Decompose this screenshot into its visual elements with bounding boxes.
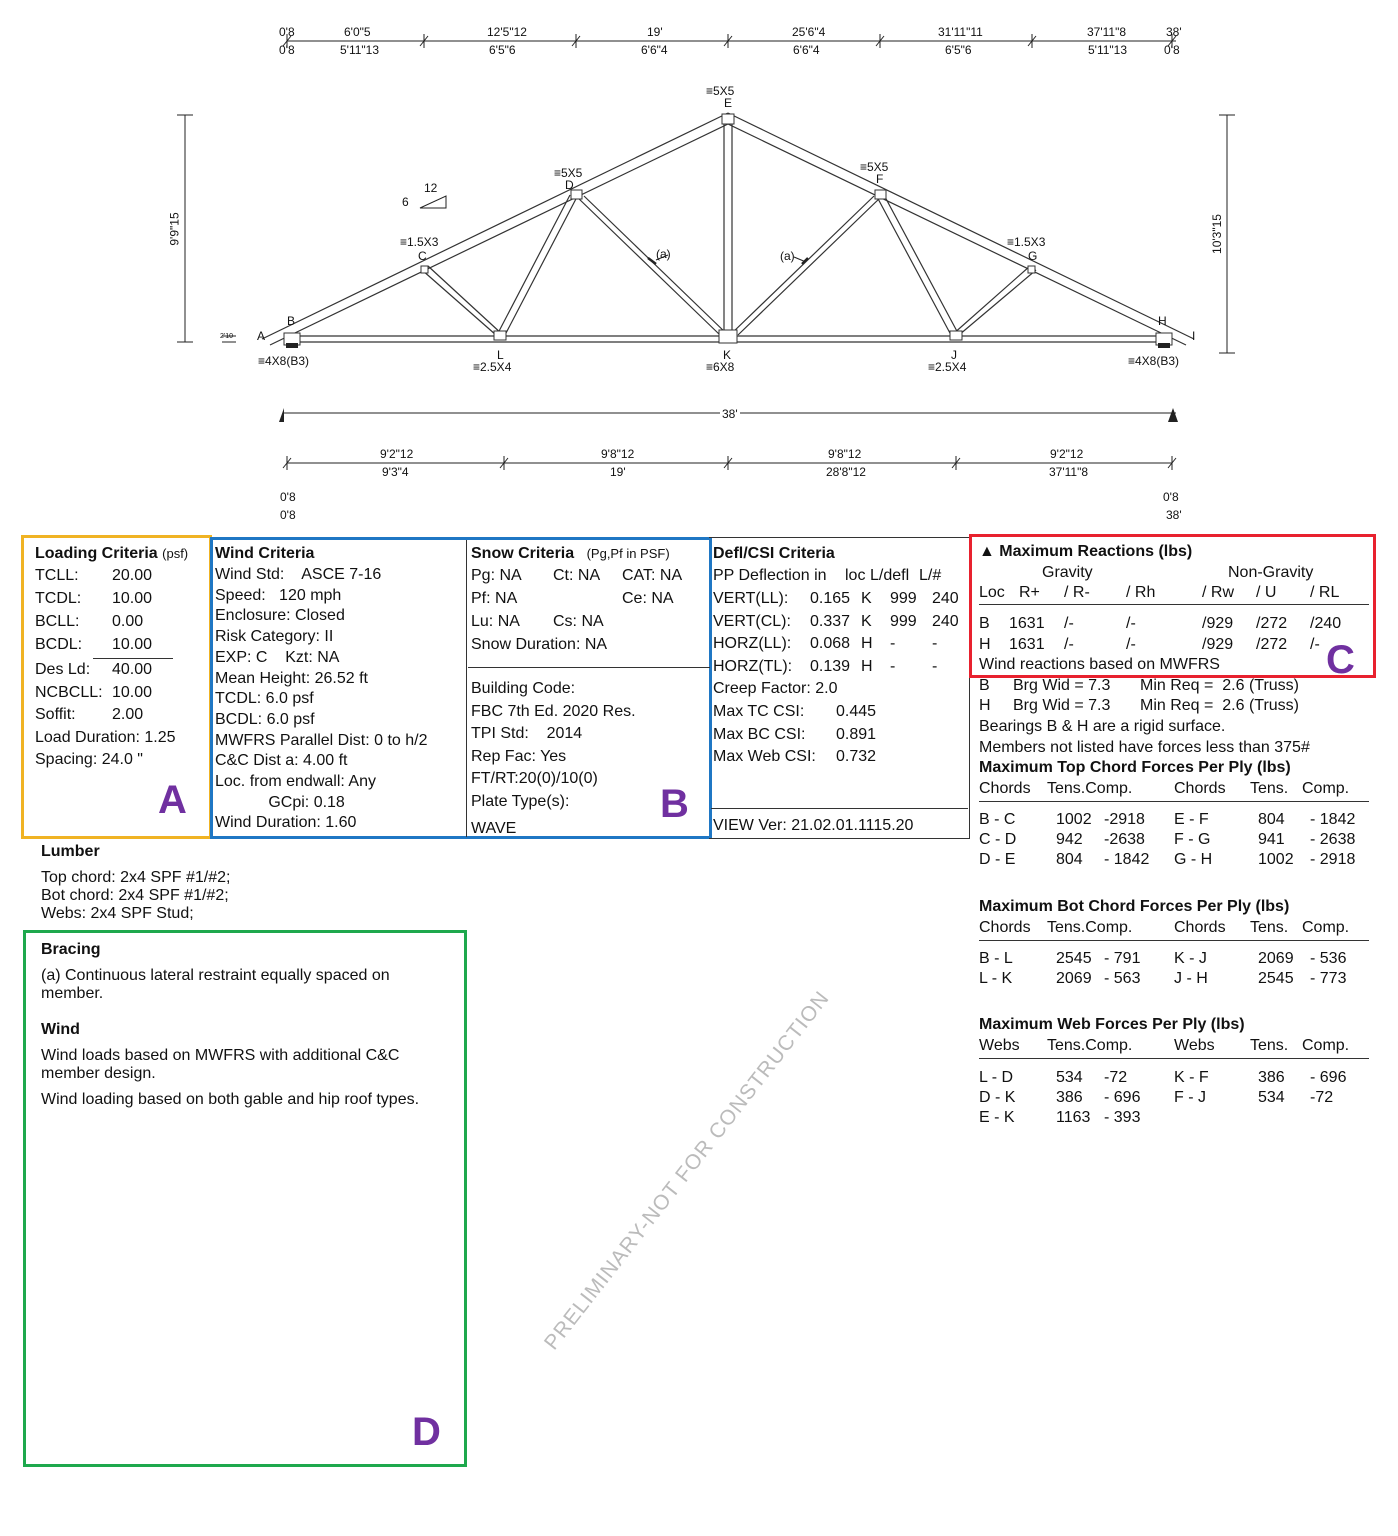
- dim-top-upper-1: 6'0"5: [344, 25, 371, 39]
- height-small: 2'10: [220, 333, 234, 340]
- defl-cell-3-1: 0.139: [810, 657, 851, 675]
- wind-title: Wind Criteria: [215, 545, 315, 562]
- top_chord-title: Maximum Top Chord Forces Per Ply (lbs): [979, 759, 1291, 776]
- webs-cell-2-0: E - K: [979, 1109, 1015, 1126]
- defl-divider: [711, 808, 968, 809]
- top_chord-cell-2-4: 1002: [1258, 851, 1294, 868]
- defl-cell-0-3: 999: [890, 590, 917, 607]
- building-line-3: Rep Fac: Yes: [471, 748, 567, 765]
- defl-cell-3-0: HORZ(TL):: [713, 657, 793, 675]
- creep-factor: Creep Factor: 2.0: [713, 680, 838, 697]
- top_chord-cell-0-0: B - C: [979, 811, 1016, 828]
- snow-duration: Snow Duration: NA: [471, 636, 608, 653]
- pitch-run: 12: [424, 181, 438, 195]
- dim-bot-lower-3: 37'11"8: [1049, 465, 1089, 479]
- wind-notes-text-3: Wind loading based on both gable and hip roof types.: [41, 1091, 420, 1108]
- bot_chord-cell-0-4: 2069: [1258, 950, 1294, 967]
- dim-bot-upper-3: 9'2"12: [1050, 447, 1084, 461]
- snow-cell-2-1: Cs: NA: [553, 613, 604, 630]
- reactions-cell-0-0: B: [979, 615, 990, 632]
- building-line-2: TPI Std: 2014: [471, 725, 583, 742]
- top_chord-cell-0-2: -2918: [1104, 811, 1145, 828]
- webs-cell-1-0: D - K: [979, 1089, 1016, 1106]
- reactions-header-1: R+: [1019, 584, 1040, 601]
- reactions-cell-1-2: /-: [1064, 636, 1074, 653]
- csi-value-2: 0.732: [836, 748, 877, 765]
- top_chord-cell-0-4: 804: [1258, 811, 1285, 828]
- wind-notes-title: Wind: [41, 1021, 80, 1038]
- reactions-cell-1-1: 1631: [1009, 636, 1045, 653]
- plate-C: ≡1.5X3: [400, 235, 439, 249]
- loading-value-2: 0.00: [112, 613, 144, 630]
- snow-cell-1-2: Ce: NA: [622, 590, 674, 607]
- webs-cell-1-5: -72: [1310, 1089, 1334, 1106]
- bot_chord-cell-0-2: - 791: [1104, 950, 1141, 967]
- bracing-text-2: member.: [41, 985, 104, 1002]
- reactions-cell-1-3: /-: [1126, 636, 1136, 653]
- bot_chord-cell-1-1: 2069: [1056, 970, 1092, 987]
- reactions-cell-1-5: /272: [1256, 636, 1288, 653]
- defl-cell-2-2: H: [861, 635, 873, 652]
- top_chord-cell-1-5: - 2638: [1310, 831, 1356, 848]
- lumber-line-0: Top chord: 2x4 SPF #1/#2;: [41, 869, 231, 886]
- dim-top-lower-6: 5'11"13: [1088, 43, 1128, 57]
- truss-drawing: [0, 0, 1398, 530]
- wind-line-3: Risk Category: II: [215, 628, 334, 646]
- snow-cell-2-0: Lu: NA: [471, 613, 520, 630]
- bot_chord-title: Maximum Bot Chord Forces Per Ply (lbs): [979, 898, 1290, 915]
- dim-bot-lower-1: 19': [610, 465, 626, 479]
- defl-title: Defl/CSI Criteria: [713, 545, 835, 562]
- dim-left-upper: 0'8: [280, 490, 296, 504]
- bot_chord-cell-0-0: B - L: [979, 950, 1013, 967]
- lumber-line-2: Webs: 2x4 SPF Stud;: [41, 905, 194, 922]
- dim-right-lower: 38': [1166, 508, 1182, 522]
- webs-cell-0-2: -72: [1104, 1069, 1128, 1086]
- wind-line-5: Mean Height: 26.52 ft: [215, 669, 368, 687]
- wind-line-7: BCDL: 6.0 psf: [215, 710, 315, 728]
- pitch-rise: 6: [402, 195, 409, 209]
- dim-top-lower-3: 6'6"4: [641, 43, 668, 57]
- defl-cell-3-4: -: [932, 657, 938, 675]
- loading-label-1: TCDL:: [35, 590, 82, 607]
- marker-D: D: [412, 1410, 441, 1454]
- reactions-header-2: / R-: [1064, 584, 1090, 601]
- joint-A: A: [257, 329, 266, 343]
- load-duration: Load Duration: 1.25: [35, 729, 176, 746]
- building-line-4: FT/RT:20(0)/10(0): [471, 770, 598, 787]
- wind-line-1: Speed: 120 mph: [215, 586, 342, 604]
- defl-header-3: L/#: [919, 567, 942, 584]
- defl-cell-0-0: VERT(LL):: [713, 590, 789, 607]
- reactions-note: Wind reactions based on MWFRS: [979, 656, 1220, 673]
- dim-bot-lower-2: 28'8"12: [826, 465, 866, 479]
- bot_chord-cell-0-1: 2545: [1056, 950, 1092, 967]
- plate-J: ≡2.5X4: [928, 360, 967, 374]
- spacing: Spacing: 24.0 ": [35, 751, 143, 768]
- reactions-gravity: Gravity: [1042, 564, 1093, 581]
- lumber-title: Lumber: [41, 843, 100, 860]
- dim-top-upper-7: 38': [1166, 25, 1182, 39]
- loading-des-rule: [93, 658, 173, 659]
- defl-cell-0-1: 0.165: [810, 590, 851, 607]
- top_chord-cell-1-1: 942: [1056, 831, 1083, 848]
- wind-line-8: MWFRS Parallel Dist: 0 to h/2: [215, 731, 428, 749]
- wind-line-4: EXP: C Kzt: NA: [215, 648, 340, 666]
- plate-H: ≡4X8(B3): [1128, 354, 1180, 368]
- defl-cell-2-4: -: [932, 635, 938, 652]
- top_chord-cell-0-3: E - F: [1174, 811, 1209, 828]
- reactions-note2: Bearings B & H are a rigid surface.: [979, 718, 1226, 735]
- joint-L: L: [497, 348, 504, 362]
- webs-header-4: Comp.: [1302, 1037, 1350, 1054]
- joint-K: K: [723, 348, 732, 362]
- top_chord-cell-2-2: - 1842: [1104, 851, 1150, 868]
- bot_chord-cell-1-2: - 563: [1104, 970, 1141, 987]
- plate-F: ≡5X5: [860, 160, 889, 174]
- webs-cell-0-1: 534: [1056, 1069, 1083, 1086]
- defl-cell-1-0: VERT(CL):: [713, 612, 791, 630]
- wind-line-2: Enclosure: Closed: [215, 607, 345, 625]
- bracing-text-1: (a) Continuous lateral restraint equally spaced on: [41, 967, 390, 984]
- bot_chord-header-0: Chords: [979, 919, 1031, 936]
- marker-A: A: [158, 778, 187, 822]
- webs-cell-0-4: 386: [1258, 1069, 1285, 1086]
- reactions-cell-0-5: /272: [1256, 615, 1288, 632]
- building-line-5: Plate Type(s):: [471, 793, 570, 810]
- dim-bot-upper-0: 9'2"12: [380, 447, 414, 461]
- webs-header-1: Tens.Comp.: [1047, 1037, 1133, 1054]
- bot_chord-header-4: Comp.: [1302, 919, 1350, 936]
- plate-L: ≡2.5X4: [473, 360, 512, 374]
- reactions-nongravity: Non-Gravity: [1228, 564, 1314, 581]
- joint-D: D: [565, 178, 574, 192]
- watermark: PRELIMINARY-NOT FOR CONSTRUCTION: [540, 986, 835, 1355]
- wind-line-10: Loc. from endwall: Any: [215, 773, 376, 790]
- dim-top-lower-5: 6'5"6: [945, 43, 972, 57]
- brace-label-right: (a): [780, 249, 795, 263]
- reactions-cell-0-4: /929: [1202, 615, 1234, 632]
- brg-cell-1-0: H: [979, 697, 991, 714]
- brg-cell-1-1: Brg Wid = 7.3: [1013, 697, 1111, 714]
- loading-title: Loading Criteria (psf): [35, 545, 189, 562]
- snow-cell-0-0: Pg: NA: [471, 567, 522, 584]
- height-left: 9'9"15: [167, 212, 182, 246]
- reactions-title: ▲ Maximum Reactions (lbs): [979, 543, 1193, 560]
- building-line-0: Building Code:: [471, 680, 576, 697]
- building-line-1: FBC 7th Ed. 2020 Res.: [471, 703, 636, 720]
- webs-cell-0-0: L - D: [979, 1069, 1014, 1086]
- defl-header-2: L/defl: [870, 567, 910, 584]
- joint-F: F: [876, 172, 884, 186]
- csi-label-0: Max TC CSI:: [713, 703, 805, 720]
- wind-line-11: GCpi: 0.18: [215, 793, 345, 811]
- bot_chord-cell-1-3: J - H: [1174, 970, 1208, 987]
- reactions-cell-1-0: H: [979, 636, 991, 653]
- webs-header-3: Tens.: [1250, 1037, 1289, 1054]
- dim-top-lower-7: 0'8: [1164, 43, 1180, 57]
- loading-label-0: TCLL:: [35, 567, 79, 584]
- csi-label-2: Max Web CSI:: [713, 748, 816, 765]
- top_chord-header-3: Tens.: [1250, 780, 1289, 797]
- bot_chord-cell-0-3: K - J: [1174, 950, 1207, 967]
- wind-line-6: TCDL: 6.0 psf: [215, 690, 314, 708]
- dim-top-lower-1: 5'11"13: [340, 43, 380, 57]
- plate-G: ≡1.5X3: [1007, 235, 1046, 249]
- loading-value-1: 10.00: [112, 590, 153, 607]
- loading-label-6: Soffit:: [35, 706, 76, 723]
- dim-top-lower-2: 6'5"6: [489, 43, 516, 57]
- webs-cell-1-1: 386: [1056, 1089, 1083, 1106]
- brg-cell-0-2: Min Req = 2.6 (Truss): [1140, 677, 1300, 694]
- dim-top-upper-0: 0'8: [279, 25, 295, 39]
- joint-E: E: [724, 96, 733, 110]
- bot_chord-cell-0-5: - 536: [1310, 950, 1347, 967]
- marker-B: B: [660, 782, 689, 826]
- webs-title: Maximum Web Forces Per Ply (lbs): [979, 1016, 1245, 1033]
- dim-top-upper-4: 25'6"4: [792, 25, 826, 39]
- reactions-cell-0-3: /-: [1126, 615, 1136, 632]
- top_chord-cell-1-2: -2638: [1104, 831, 1145, 848]
- dim-bot-lower-0: 9'3"4: [382, 465, 409, 479]
- notes-box-outline: [23, 930, 467, 1467]
- csi-value-1: 0.891: [836, 725, 877, 743]
- bot_chord-cell-1-5: - 773: [1310, 970, 1347, 987]
- defl-cell-3-3: -: [890, 657, 896, 675]
- bot_chord-rule: [979, 940, 1369, 941]
- webs-rule: [979, 1058, 1369, 1059]
- building-divider: [468, 667, 710, 668]
- top_chord-cell-1-4: 941: [1258, 831, 1285, 848]
- joint-B: B: [287, 314, 296, 328]
- webs-header-0: Webs: [979, 1037, 1020, 1054]
- dim-top-upper-3: 19': [647, 25, 663, 39]
- reactions-header-0: Loc: [979, 584, 1005, 601]
- dim-top-upper-5: 31'11"11: [938, 25, 983, 39]
- loading-label-4: Des Ld:: [35, 661, 91, 678]
- snow-cell-0-2: CAT: NA: [622, 567, 683, 584]
- top_chord-cell-1-3: F - G: [1174, 831, 1211, 848]
- top_chord-cell-0-5: - 1842: [1310, 811, 1356, 828]
- snow-title: Snow Criteria (Pg,Pf in PSF): [471, 545, 670, 562]
- building-line-6: WAVE: [471, 820, 517, 837]
- webs-cell-1-3: F - J: [1174, 1089, 1206, 1106]
- webs-cell-2-2: - 393: [1104, 1109, 1141, 1126]
- webs-cell-0-5: - 696: [1310, 1069, 1347, 1086]
- loading-value-5: 10.00: [112, 684, 153, 701]
- plate-B: ≡4X8(B3): [258, 354, 310, 368]
- bot_chord-header-1: Tens.Comp.: [1047, 919, 1133, 936]
- dim-right-upper: 0'8: [1163, 490, 1179, 504]
- top_chord-cell-2-5: - 2918: [1310, 851, 1356, 868]
- loading-value-6: 2.00: [112, 706, 144, 723]
- plate-K: ≡6X8: [706, 360, 735, 374]
- defl-header-1: loc: [845, 567, 866, 584]
- bot_chord-cell-1-0: L - K: [979, 970, 1013, 987]
- joint-J: J: [951, 348, 957, 362]
- defl-cell-0-4: 240: [932, 590, 959, 607]
- defl-cell-3-2: H: [861, 657, 873, 675]
- reactions-header-6: / RL: [1310, 584, 1340, 601]
- webs-header-2: Webs: [1174, 1037, 1215, 1054]
- defl-cell-2-3: -: [890, 635, 896, 652]
- reactions-cell-0-2: /-: [1064, 615, 1074, 632]
- marker-C: C: [1326, 638, 1355, 682]
- webs-cell-0-3: K - F: [1174, 1069, 1209, 1086]
- top_chord-header-4: Comp.: [1302, 780, 1350, 797]
- top_chord-header-0: Chords: [979, 780, 1031, 797]
- reactions-cell-1-4: /929: [1202, 636, 1234, 653]
- brg-cell-0-0: B: [979, 677, 990, 694]
- defl-cell-2-1: 0.068: [810, 635, 851, 652]
- top_chord-cell-2-0: D - E: [979, 851, 1016, 868]
- defl-cell-2-0: HORZ(LL):: [713, 635, 792, 652]
- brg-cell-0-1: Brg Wid = 7.3: [1013, 677, 1111, 694]
- wind-notes-text-1: Wind loads based on MWFRS with additional C&C: [41, 1047, 400, 1064]
- loading-label-5: NCBCLL:: [35, 684, 103, 701]
- plate-E: ≡5X5: [706, 84, 735, 98]
- wind-line-9: C&C Dist a: 4.00 ft: [215, 752, 348, 770]
- bot_chord-header-2: Chords: [1174, 919, 1226, 936]
- defl-version: VIEW Ver: 21.02.01.1115.20: [713, 817, 914, 834]
- dim-left-lower: 0'8: [280, 508, 296, 522]
- snow-cell-1-0: Pf: NA: [471, 590, 518, 607]
- top_chord-cell-1-0: C - D: [979, 831, 1017, 848]
- defl-cell-1-1: 0.337: [810, 612, 851, 630]
- snow-cell-0-1: Ct: NA: [553, 567, 601, 584]
- joint-H: H: [1158, 314, 1167, 328]
- joint-G: G: [1028, 249, 1038, 263]
- dim-span: 38': [722, 407, 738, 421]
- loading-label-2: BCLL:: [35, 613, 80, 630]
- wind-line-0: Wind Std: ASCE 7-16: [215, 566, 382, 583]
- reactions-header-3: / Rh: [1126, 584, 1156, 601]
- snow-divider: [466, 540, 467, 837]
- reactions-header-4: / Rw: [1202, 584, 1234, 601]
- webs-cell-2-1: 1163: [1056, 1109, 1091, 1126]
- dim-top-upper-2: 12'5"12: [487, 25, 527, 39]
- brace-label-left: (a): [656, 247, 671, 261]
- defl-cell-0-2: K: [861, 590, 872, 607]
- top_chord-header-1: Tens.Comp.: [1047, 780, 1133, 797]
- dim-bot-upper-1: 9'8"12: [601, 447, 635, 461]
- height-right: 10'3"15: [1209, 214, 1224, 254]
- csi-label-1: Max BC CSI:: [713, 725, 806, 743]
- reactions-header-rule: [979, 604, 1369, 605]
- bot_chord-header-3: Tens.: [1250, 919, 1289, 936]
- joint-I: I: [1192, 329, 1196, 343]
- loading-value-3: 10.00: [112, 636, 153, 653]
- reactions-cell-1-6: /-: [1310, 636, 1320, 653]
- reactions-cell-0-1: 1631: [1009, 615, 1045, 632]
- wind-line-12: Wind Duration: 1.60: [215, 814, 357, 832]
- wind-notes-text-2: member design.: [41, 1065, 156, 1082]
- reactions-cell-0-6: /240: [1310, 615, 1342, 632]
- csi-value-0: 0.445: [836, 703, 877, 720]
- bot_chord-cell-1-4: 2545: [1258, 970, 1294, 987]
- loading-label-3: BCDL:: [35, 636, 83, 653]
- joint-C: C: [418, 249, 427, 263]
- reactions-header-5: / U: [1256, 584, 1277, 601]
- reactions-note3: Members not listed have forces less than 375#: [979, 739, 1310, 756]
- dim-top-upper-6: 37'11"8: [1087, 25, 1127, 39]
- defl-cell-1-2: K: [861, 612, 872, 630]
- dim-top-lower-0: 0'8: [279, 43, 295, 57]
- loading-value-0: 20.00: [112, 567, 153, 584]
- webs-cell-1-2: - 696: [1104, 1089, 1141, 1106]
- defl-header-0: PP Deflection in: [713, 567, 827, 584]
- bracing-title: Bracing: [41, 941, 101, 958]
- webs-cell-1-4: 534: [1258, 1089, 1285, 1106]
- lumber-line-1: Bot chord: 2x4 SPF #1/#2;: [41, 887, 229, 904]
- dim-bot-upper-2: 9'8"12: [828, 447, 862, 461]
- top_chord-header-2: Chords: [1174, 780, 1226, 797]
- dim-top-lower-4: 6'6"4: [793, 43, 820, 57]
- top_chord-cell-0-1: 1002: [1056, 811, 1092, 828]
- defl-cell-1-3: 999: [890, 612, 917, 630]
- top_chord-cell-2-3: G - H: [1174, 851, 1213, 868]
- loading-value-4: 40.00: [112, 661, 153, 678]
- defl-cell-1-4: 240: [932, 612, 959, 630]
- plate-D: ≡5X5: [554, 166, 583, 180]
- top_chord-rule: [979, 801, 1369, 802]
- top_chord-cell-2-1: 804: [1056, 851, 1083, 868]
- brg-cell-1-2: Min Req = 2.6 (Truss): [1140, 697, 1300, 714]
